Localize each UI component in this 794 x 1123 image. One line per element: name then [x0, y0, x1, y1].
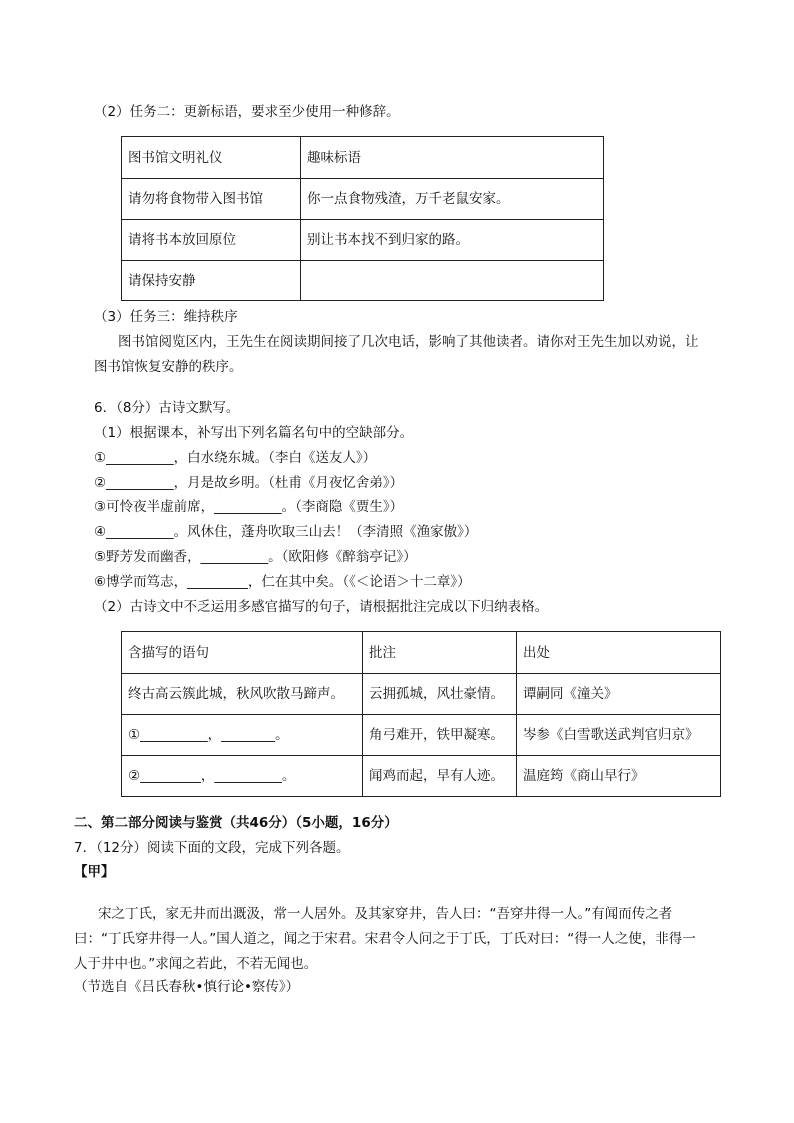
table-cell: 请勿将食物带入图书馆 — [122, 179, 301, 220]
table-header-cell: 图书馆文明礼仪 — [122, 137, 301, 179]
table-cell: ②_________，__________。 — [122, 756, 363, 797]
table-header-row — [122, 137, 604, 179]
passage-source: （节选自《吕氏春秋•慎行论•察传》） — [74, 979, 300, 995]
recitation-line-5: ⑤野芳发而幽香，__________。（欧阳修《醉翁亭记》） — [94, 549, 417, 565]
table-cell: 谭嗣同《潼关》 — [517, 674, 721, 715]
passage-line-3: 人于井中也。”求闻之若此，不若无闻也。 — [74, 956, 318, 972]
table-cell: 岑参《白雪歌送武判官归京》 — [517, 715, 721, 756]
table-cell: 角弓难开，铁甲凝寒。 — [363, 715, 517, 756]
recitation-line-3: ③可怜夜半虚前席，__________。（李商隐《贾生》） — [94, 499, 404, 515]
task3-paragraph-line1: 图书馆阅览区内，王先生在阅读期间接了几次电话，影响了其他读者。请你对王先生加以劝说，让 — [118, 334, 699, 350]
table-header-cell: 出处 — [517, 632, 721, 674]
table-cell: 终古高云簇此城，秋风吹散马蹄声。 — [122, 674, 363, 715]
task3-heading: （3）任务三：维持秩序 — [94, 309, 238, 325]
table-row — [122, 179, 604, 220]
table-cell: 别让书本找不到归家的路。 — [301, 220, 604, 261]
part2-heading: 二、第二部分阅读与鉴赏（共46分）（5小题，16分） — [74, 815, 398, 831]
table-header-cell: 趣味标语 — [301, 137, 604, 179]
recitation-line-2: ②__________，月是故乡明。（杜甫《月夜忆舍弟》） — [94, 475, 404, 491]
table-cell: 请将书本放回原位 — [122, 220, 301, 261]
recitation-line-4: ④__________。风休住，蓬舟吹取三山去！（李清照《渔家傲》） — [94, 524, 478, 540]
passage-jia-label: 【甲】 — [74, 864, 115, 880]
passage-line-1: 宋之丁氏，家无井而出溉汲，常一人居外。及其家穿井，告人曰：“吾穿井得一人。”有闻而传之者 — [98, 906, 673, 922]
task3-paragraph-line2: 图书馆恢复安静的秩序。 — [94, 359, 243, 375]
table-row — [122, 715, 721, 756]
recitation-line-6: ⑥博学而笃志，_________，仁在其中矣。（《＜论语＞十二章》） — [94, 574, 471, 590]
table-cell: 你一点食物残渣，万千老鼠安家。 — [301, 179, 604, 220]
table-row — [122, 261, 604, 301]
table-header-cell: 批注 — [363, 632, 517, 674]
q6-sub2: （2）古诗文中不乏运用多感官描写的句子，请根据批注完成以下归纳表格。 — [94, 599, 549, 615]
table-cell: 温庭筠《商山早行》 — [517, 756, 721, 797]
table-row — [122, 220, 604, 261]
task2-heading: （2）任务二：更新标语，要求至少使用一种修辞。 — [94, 104, 400, 120]
recitation-line-1: ①__________，白水绕东城。（李白《送友人》） — [94, 450, 377, 466]
q6-sub1: （1）根据课本，补写出下列名篇名句中的空缺部分。 — [94, 425, 414, 441]
passage-line-2: 曰：“丁氏穿井得一人。”国人道之，闻之于宋君。宋君令人问之于丁氏，丁氏对曰：“得一人之使，非得一 — [74, 931, 696, 947]
table-header-row — [122, 632, 721, 674]
q6-title: 6．（8分）古诗文默写。 — [94, 400, 240, 416]
table-row — [122, 756, 721, 797]
table-row — [122, 674, 721, 715]
sensory-description-table — [121, 631, 721, 797]
table-cell: 云拥孤城，风壮豪情。 — [363, 674, 517, 715]
q7-title: 7．（12分）阅读下面的文段，完成下列各题。 — [74, 840, 350, 856]
slogan-table — [121, 136, 604, 301]
answer-blank-cell[interactable] — [301, 261, 604, 301]
table-header-cell: 含描写的语句 — [122, 632, 363, 674]
table-cell: 闻鸡而起，早有人迹。 — [363, 756, 517, 797]
table-cell: ①__________，________。 — [122, 715, 363, 756]
table-cell: 请保持安静 — [122, 261, 301, 301]
